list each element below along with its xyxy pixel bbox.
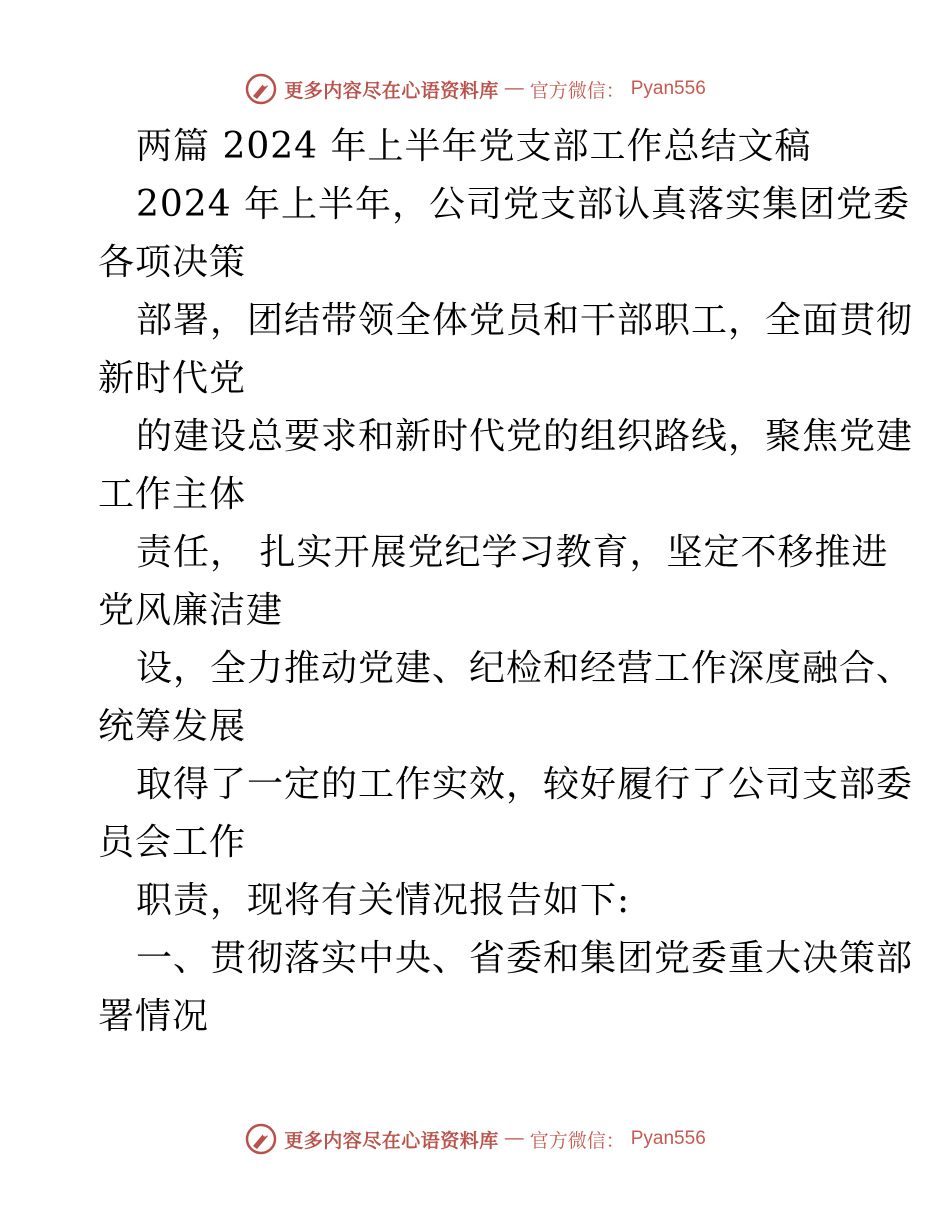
paragraph-line: 责任， 扎实开展党纪学习教育，坚定不移推进 (136, 532, 889, 573)
banner-separator: — (504, 1128, 524, 1149)
paragraph-line: 新时代党 (98, 358, 247, 399)
paragraph-line: 2024 年上半年，公司党支部认真落实集团党委 (136, 184, 911, 225)
paragraph-line: 设，全力推动党建、纪检和经营工作深度融合、 (136, 648, 914, 689)
document-body (98, 118, 914, 1046)
banner-separator: — (504, 78, 524, 99)
banner-wechat-id: Pyan556 (630, 78, 706, 99)
paragraph-line: 统筹发展 (98, 706, 247, 747)
pen-nib-circle-icon (244, 1122, 278, 1156)
paragraph-line: 取得了一定的工作实效，较好履行了公司支部委 (136, 764, 914, 805)
banner-wechat-label: 官方微信： (529, 80, 625, 102)
document-title: 两篇 2024 年上半年党支部工作总结文稿 (136, 126, 812, 167)
banner-brand-text: 更多内容尽在心语资料库 (284, 1130, 499, 1152)
paragraph-line: 各项决策 (98, 242, 247, 283)
banner-wechat-id: Pyan556 (630, 1128, 706, 1149)
section-heading-continuation: 署情况 (98, 996, 210, 1037)
pen-nib-circle-icon (244, 72, 278, 106)
footer-watermark-banner (0, 1122, 950, 1156)
paragraph-line: 的建设总要求和新时代党的组织路线，聚焦党建 (136, 416, 914, 457)
section-heading: 一、贯彻落实中央、省委和集团党委重大决策部 (136, 938, 914, 979)
paragraph-line: 工作主体 (98, 474, 247, 515)
banner-brand-text: 更多内容尽在心语资料库 (284, 80, 499, 102)
paragraph-line: 部署，团结带领全体党员和干部职工，全面贯彻 (136, 300, 914, 341)
banner-wechat-label: 官方微信： (529, 1130, 625, 1152)
paragraph-line: 员会工作 (98, 822, 247, 863)
header-watermark-banner (0, 72, 950, 106)
paragraph-line: 职责，现将有关情况报告如下: (136, 880, 631, 921)
paragraph-line: 党风廉洁建 (98, 590, 284, 631)
